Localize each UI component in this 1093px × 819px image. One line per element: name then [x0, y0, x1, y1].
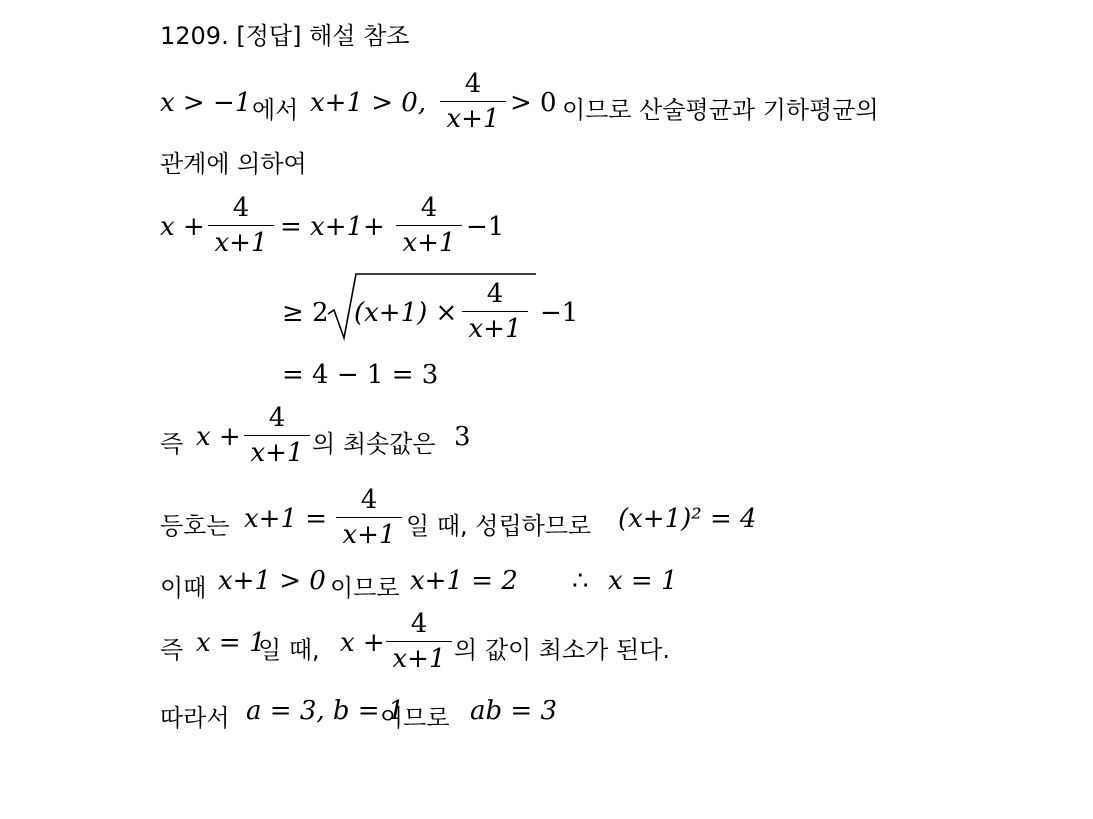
fraction: [440, 70, 506, 133]
fraction-denominator: x+1: [250, 438, 304, 468]
fraction-numerator: 4: [360, 485, 378, 515]
problem-header: [160, 24, 409, 48]
fraction-numerator: 4: [486, 279, 504, 309]
condition-expr-2: x+1 > 0,: [310, 88, 427, 118]
equation-3: = 4 − 1 = 3: [282, 360, 439, 390]
when-fraction: [386, 610, 452, 673]
fraction-denominator: x+1: [446, 104, 500, 134]
fraction-bar: [396, 225, 462, 226]
fraction-bar: [336, 517, 402, 518]
when-expr: x = 1: [196, 628, 266, 658]
eq1-fraction-1: [208, 194, 274, 257]
therefore-symbol: ∴: [572, 566, 589, 596]
when-text: 일 때,: [258, 636, 320, 664]
then-expr: x+1 > 0: [218, 566, 326, 596]
fraction-numerator: 4: [410, 609, 428, 639]
then-text: 이므로: [330, 574, 400, 602]
fraction-bar: [462, 311, 528, 312]
when-text-2: 의 값이 최소가 된다.: [454, 636, 670, 664]
relation-text: 관계에 의하여: [160, 150, 307, 178]
fraction-denominator: x+1: [468, 314, 522, 344]
eq1-fraction-2: [396, 194, 462, 257]
eq1-mid: = x+1+: [280, 212, 385, 242]
fraction-bar: [386, 641, 452, 642]
eq1-lhs: x +: [160, 212, 205, 242]
fraction-numerator: 4: [268, 403, 286, 433]
equality-expr-2: (x+1)² = 4: [618, 504, 757, 534]
problem-number: 1209.: [160, 22, 229, 50]
when-expr-2: x +: [340, 628, 385, 658]
final-expr-2: ab = 3: [470, 696, 558, 726]
final-expr: a = 3, b = 1: [246, 696, 405, 726]
condition-expr: x > −1: [160, 88, 252, 118]
answer-reference: 해설 참조: [309, 22, 410, 50]
then-expr-3: x = 1: [608, 566, 678, 596]
eq2-tail: −1: [540, 298, 579, 328]
final-text: 이므로: [380, 704, 450, 732]
equality-text: 일 때, 성립하므로: [406, 512, 592, 540]
fraction-bar: [440, 101, 506, 102]
fraction-denominator: x+1: [214, 228, 268, 258]
inequality: > 0: [510, 88, 557, 118]
then-expr-2: x+1 = 2: [410, 566, 518, 596]
minimum-expr: x +: [196, 422, 241, 452]
fraction-numerator: 4: [420, 193, 438, 223]
final-prefix: 따라서: [160, 704, 230, 732]
answer-tag: [정답]: [236, 22, 302, 50]
then-prefix: 이때: [160, 574, 207, 602]
when-prefix: 즉: [160, 636, 184, 664]
fraction-bar: [208, 225, 274, 226]
condition-text-2: 이므로 산술평균과 기하평균의: [562, 96, 879, 124]
fraction-denominator: x+1: [342, 520, 396, 550]
fraction-bar: [244, 435, 310, 436]
minimum-text: 의 최솟값은: [312, 430, 436, 458]
equality-expr: x+1 =: [244, 504, 328, 534]
fraction-denominator: x+1: [402, 228, 456, 258]
eq2-fraction: [462, 280, 528, 343]
equality-fraction: [336, 486, 402, 549]
minimum-prefix: 즉: [160, 430, 184, 458]
minimum-value: 3: [454, 422, 471, 452]
fraction-numerator: 4: [464, 69, 482, 99]
eq2-radicand: (x+1) ×: [354, 298, 458, 328]
eq1-tail: −1: [466, 212, 505, 242]
fraction-denominator: x+1: [392, 644, 446, 674]
eq2-lead: ≥ 2: [282, 298, 329, 328]
fraction-numerator: 4: [232, 193, 250, 223]
minimum-fraction: [244, 404, 310, 467]
condition-text: 에서: [252, 96, 299, 124]
equality-prefix: 등호는: [160, 512, 230, 540]
